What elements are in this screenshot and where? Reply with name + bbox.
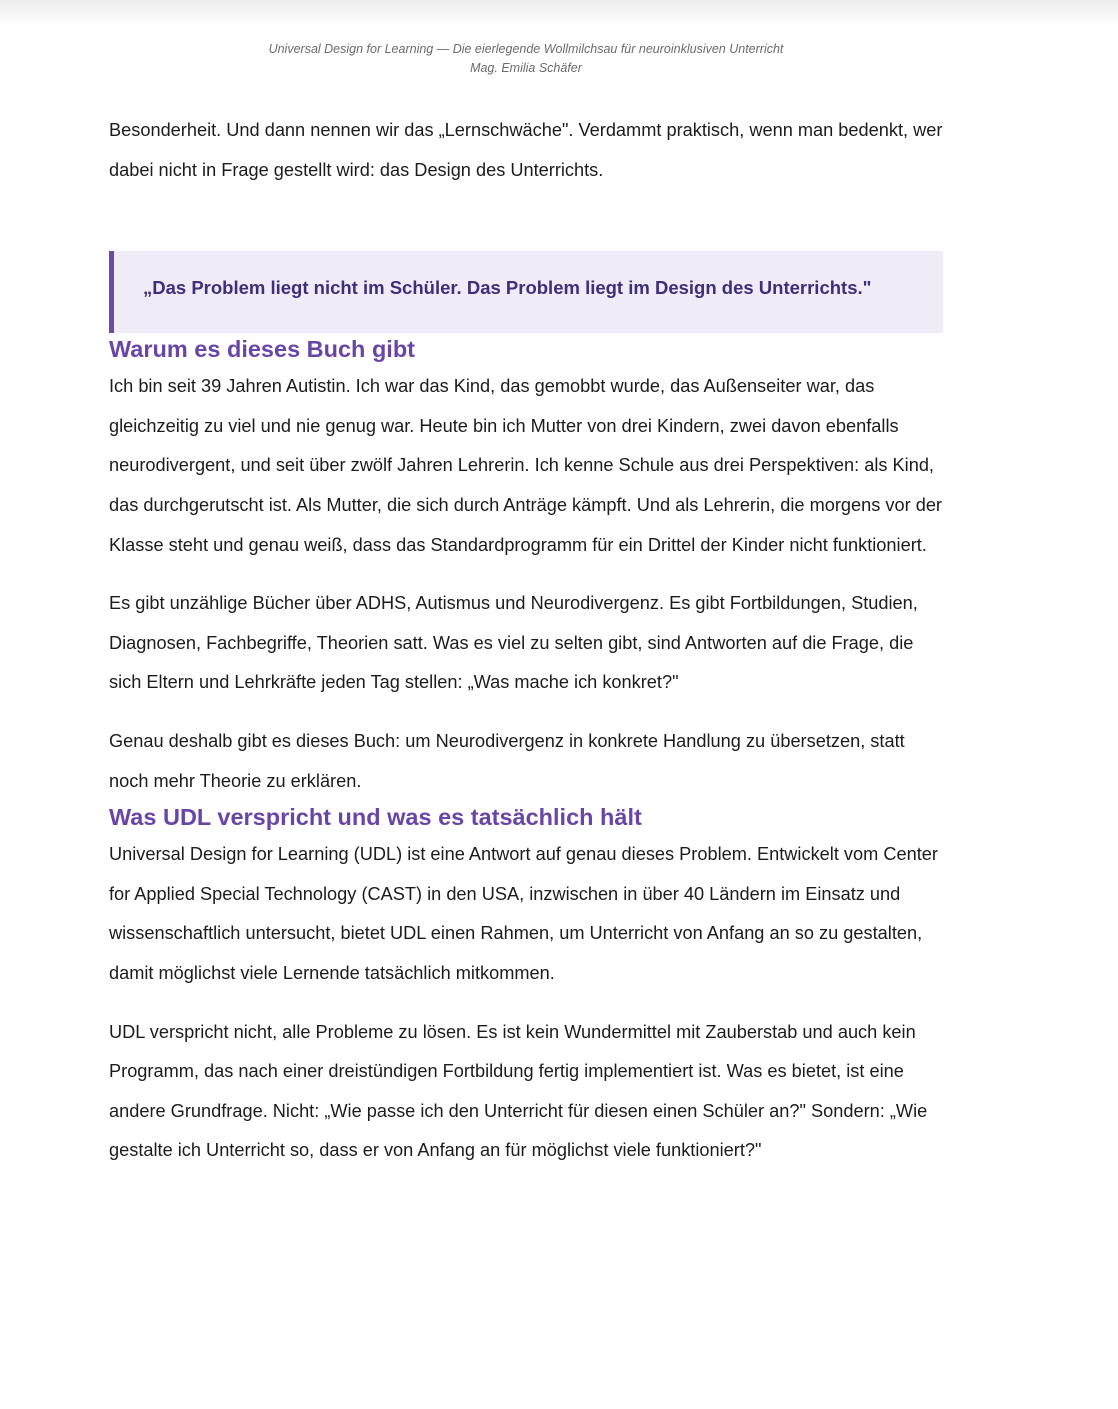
section1-paragraph-2: Es gibt unzählige Bücher über ADHS, Autismus und Neurodivergenz. Es gibt Fortbildungen, Studien, Diagnosen, Fachbegriffe, Theorien satt. Was es viel zu selten gibt, sind Antworten auf die Frage, die sich Eltern und Lehrkräfte jeden Tag stellen: „Was mache ich konkret?" xyxy=(109,593,918,693)
section-heading-warum: Warum es dieses Buch gibt xyxy=(109,336,416,363)
document-body xyxy=(109,111,943,1171)
section-heading-udl: Was UDL verspricht und was es tatsächlich hält xyxy=(109,804,642,831)
running-header-title: Universal Design for Learning — Die eierlegende Wollmilchsau für neuroinklusiven Unterricht xyxy=(268,42,784,56)
callout-quote: „Das Problem liegt nicht im Schüler. Das Problem liegt im Design des Unterrichts." xyxy=(143,277,872,299)
section2-paragraph-2: UDL verspricht nicht, alle Probleme zu lösen. Es ist kein Wundermittel mit Zauberstab und auch kein Programm, das nach einer dreistündigen Fortbildung fertig implementiert ist. Was es bietet, ist eine andere Grundfrage. Nicht: „Wie passe ich den Unterricht für diesen einen Schüler an?" Sondern: „Wie gestalte ich Unterricht so, dass er von Anfang an für möglichst viele funktioniert?" xyxy=(109,1021,928,1161)
intro-paragraph: Besonderheit. Und dann nennen wir das „Lernschwäche". Verdammt praktisch, wenn man bedenkt, wer dabei nicht in Frage gestellt wird: das Design des Unterrichts. xyxy=(109,120,943,180)
quote-callout xyxy=(109,251,943,333)
section1-paragraph-1: Ich bin seit 39 Jahren Autistin. Ich war das Kind, das gemobbt wurde, das Außenseiter war, das gleichzeitig zu viel und nie genug war. Heute bin ich Mutter von drei Kindern, zwei davon ebenfalls neurodivergent, und seit über zwölf Jahren Lehrerin. Ich kenne Schule aus drei Perspektiven: als Kind, das durchgerutscht ist. Als Mutter, die sich durch Anträge kämpft. Und als Lehrerin, die morgens vor der Klasse steht und genau weiß, dass das Standardprogramm für ein Drittel der Kinder nicht funktioniert. xyxy=(109,376,942,555)
section1-paragraph-3: Genau deshalb gibt es dieses Buch: um Neurodivergenz in konkrete Handlung zu übersetzen, statt noch mehr Theorie zu erklären. xyxy=(109,730,905,791)
section2-paragraph-1: Universal Design for Learning (UDL) ist eine Antwort auf genau dieses Problem. Entwickelt vom Center for Applied Special Technology (CAST) in den USA, inzwischen in über 40 Ländern im Einsatz und wissenschaftlich untersucht, bietet UDL einen Rahmen, um Unterricht von Anfang an so zu gestalten, damit möglichst viele Lernende tatsächlich mitkommen. xyxy=(109,844,938,983)
running-header-author: Mag. Emilia Schäfer xyxy=(470,61,582,75)
page-top-shadow xyxy=(0,0,1118,28)
running-header xyxy=(0,40,1052,78)
